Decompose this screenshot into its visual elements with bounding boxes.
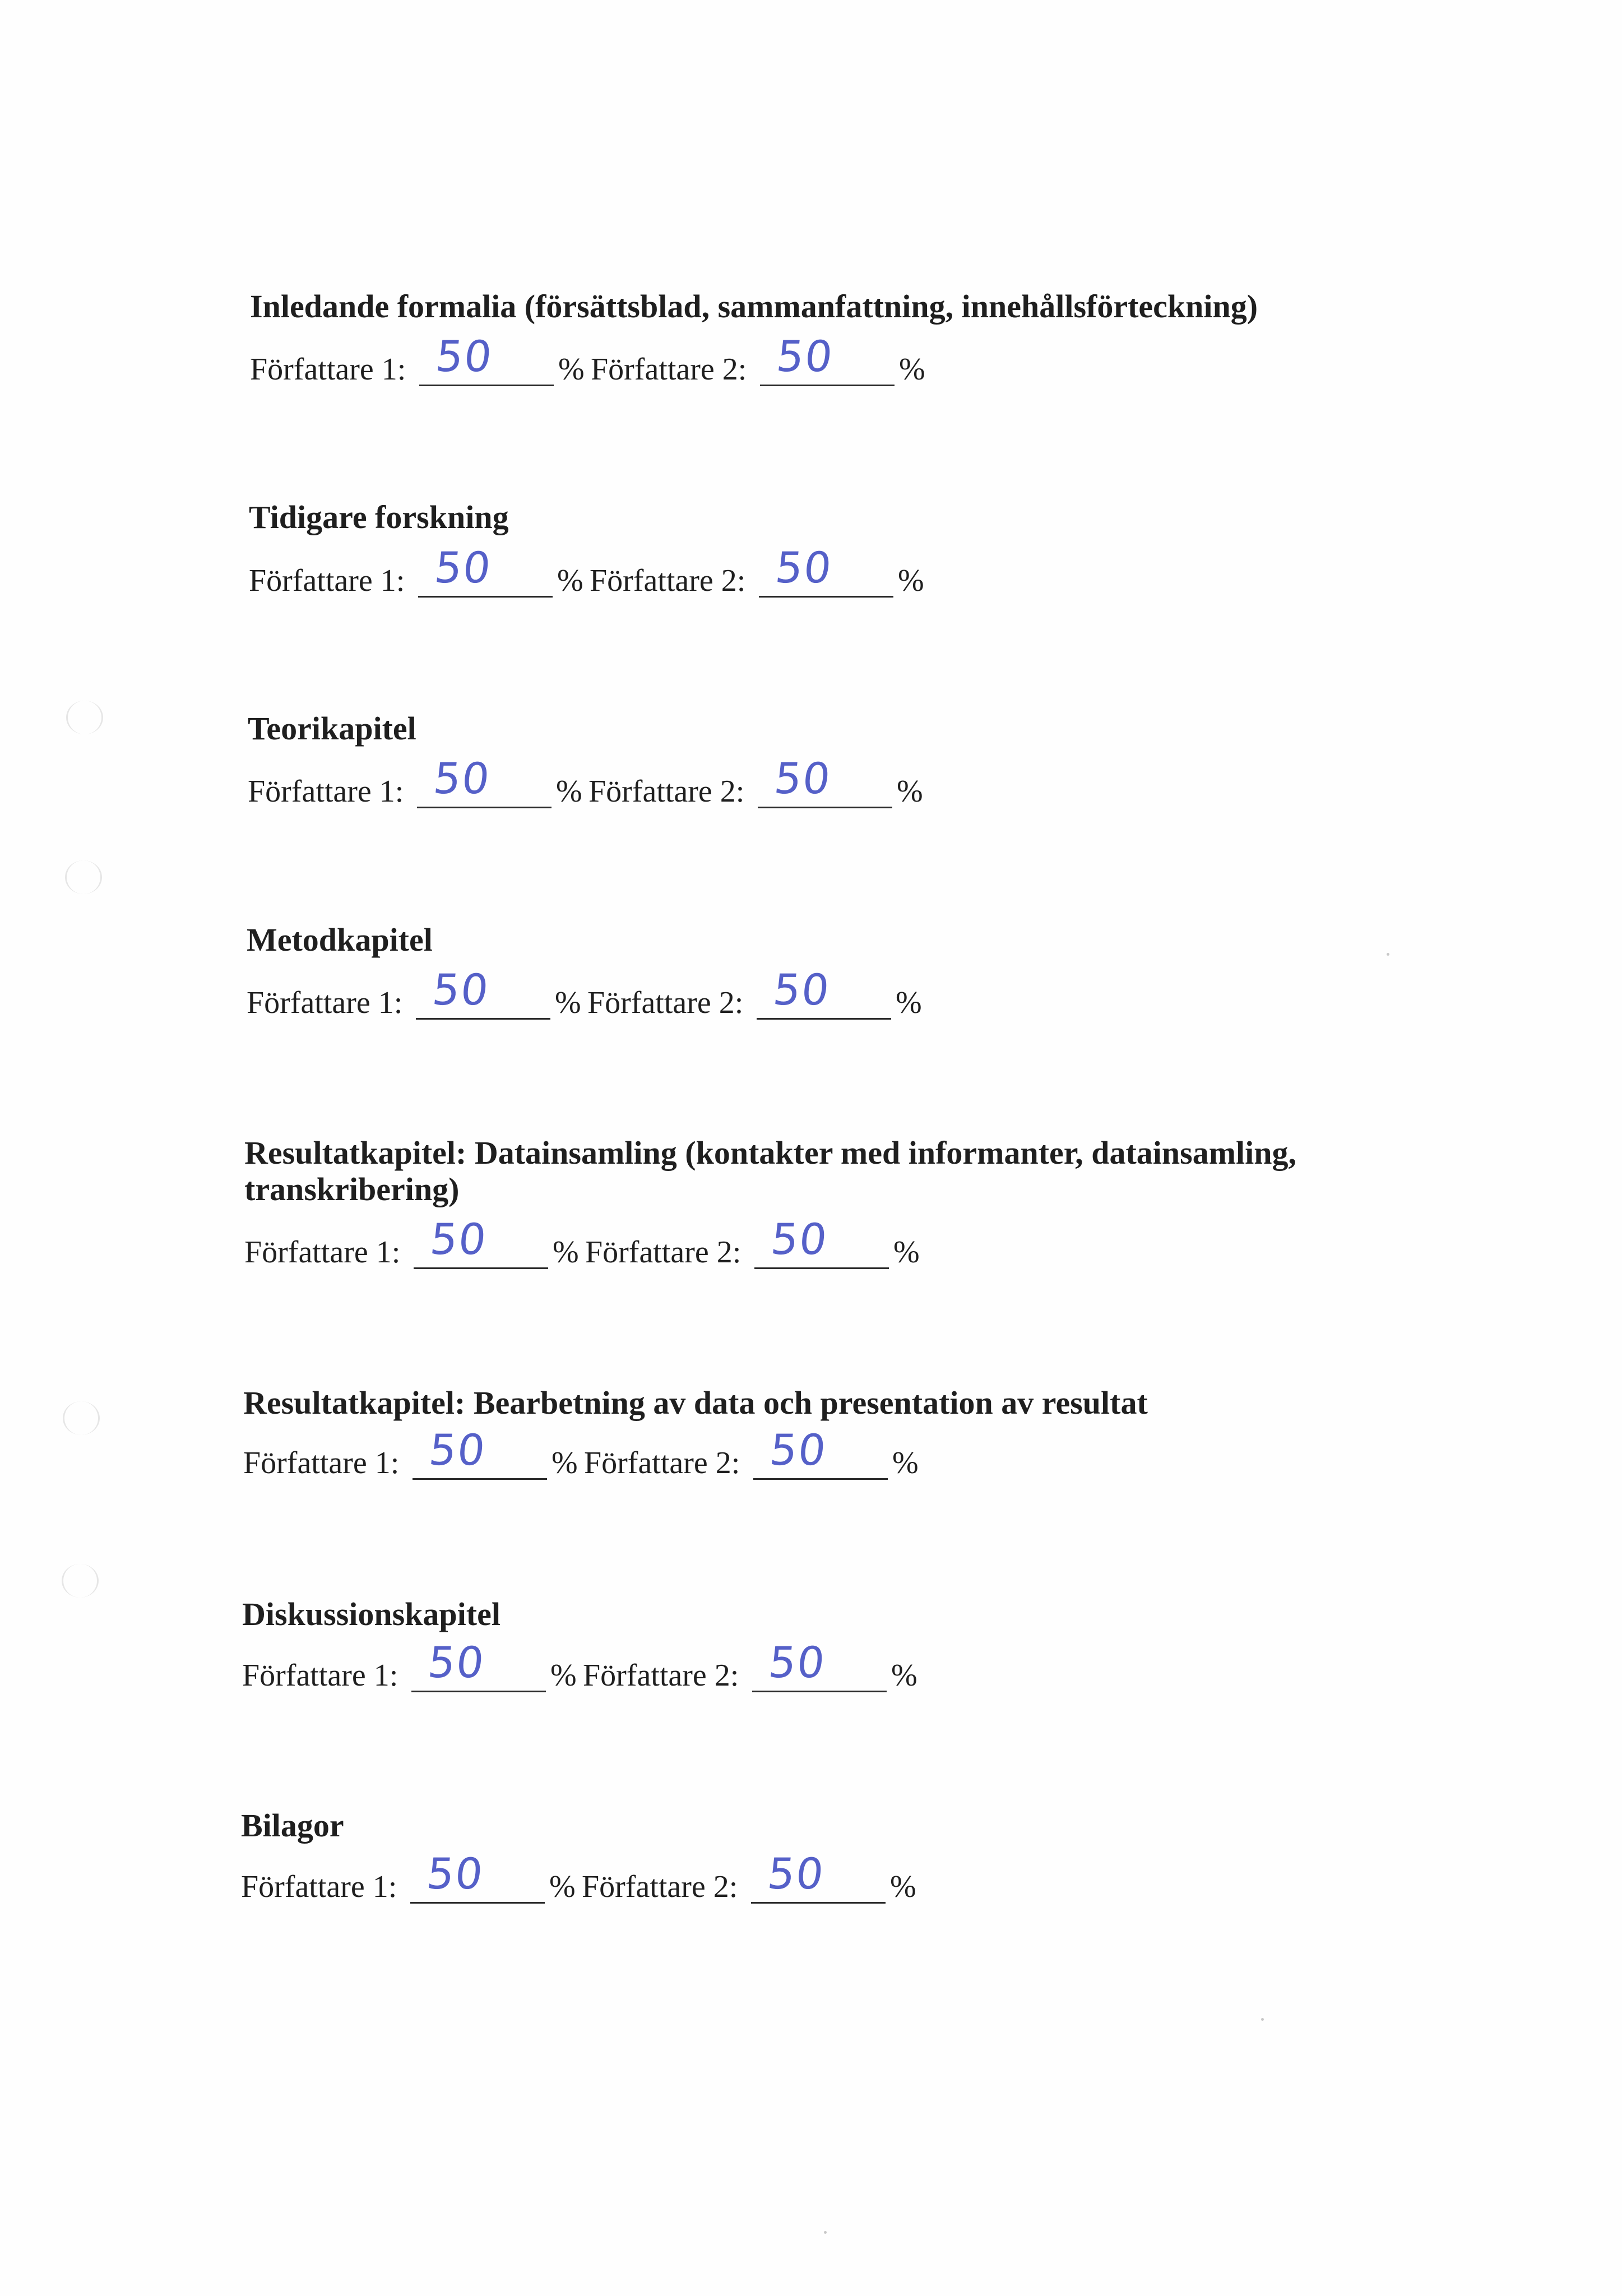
percent-sign: % — [552, 1446, 578, 1480]
author1-value: 50 — [428, 1214, 490, 1264]
author2-field[interactable] — [751, 1846, 886, 1904]
percent-sign: % — [558, 352, 585, 387]
author1-field[interactable] — [410, 1846, 545, 1904]
author2-label: Författare 2: — [585, 1235, 742, 1270]
author1-label: Författare 1: — [249, 563, 405, 598]
author1-value: 50 — [433, 331, 495, 381]
author1-field[interactable] — [414, 1211, 548, 1269]
author2-value: 50 — [768, 1214, 831, 1264]
punch-hole — [65, 860, 102, 894]
author-share-row — [248, 753, 1032, 817]
author2-label: Författare 2: — [582, 1869, 738, 1904]
author1-field[interactable] — [411, 1635, 546, 1692]
author1-value: 50 — [432, 543, 494, 592]
author1-field[interactable] — [418, 540, 553, 598]
percent-sign: % — [898, 563, 924, 598]
percent-sign: % — [893, 1235, 920, 1270]
author2-value: 50 — [767, 1425, 829, 1475]
author-share-row — [247, 965, 1031, 1029]
scan-speck — [1387, 953, 1389, 956]
scan-speck — [824, 2231, 827, 2234]
author1-label: Författare 1: — [248, 774, 404, 809]
percent-sign: % — [890, 1869, 916, 1904]
author-share-row — [249, 543, 1034, 607]
percent-sign: % — [550, 1658, 577, 1693]
author1-value: 50 — [424, 1849, 486, 1899]
section-heading: Resultatkapitel: Datainsamling (kontakter med informanter, datainsamling, — [244, 1135, 1297, 1171]
punch-hole — [66, 701, 103, 734]
author2-field[interactable] — [752, 1635, 887, 1692]
percent-sign: % — [891, 1658, 917, 1693]
punch-hole — [63, 1401, 100, 1435]
section-heading: Teorikapitel — [248, 710, 416, 747]
section-heading: Diskussionskapitel — [242, 1596, 500, 1632]
author1-field[interactable] — [419, 328, 554, 386]
section-heading: Metodkapitel — [247, 922, 433, 958]
percent-sign: % — [549, 1869, 576, 1904]
author2-label: Författare 2: — [587, 985, 744, 1020]
author2-field[interactable] — [759, 540, 893, 598]
section-heading: Inledande formalia (försättsblad, sammanfattning, innehållsförteckning) — [250, 288, 1258, 325]
section-heading: Tidigare forskning — [249, 499, 509, 535]
author1-label: Författare 1: — [242, 1658, 398, 1693]
scan-speck — [1261, 2018, 1264, 2021]
author2-field[interactable] — [760, 328, 895, 386]
author1-value: 50 — [427, 1425, 489, 1475]
author2-label: Författare 2: — [590, 563, 746, 598]
author1-label: Författare 1: — [250, 352, 406, 387]
author2-field[interactable] — [754, 1211, 889, 1269]
author1-value: 50 — [425, 1637, 488, 1687]
percent-sign: % — [897, 774, 923, 809]
author-share-row — [242, 1637, 1027, 1701]
author2-value: 50 — [774, 331, 836, 381]
author1-field[interactable] — [416, 962, 550, 1020]
percent-sign: % — [899, 352, 925, 387]
section-heading: Resultatkapitel: Bearbetning av data och presentation av resultat — [243, 1385, 1148, 1421]
author1-label: Författare 1: — [244, 1235, 401, 1270]
author2-value: 50 — [773, 543, 835, 592]
author2-value: 50 — [772, 753, 834, 803]
percent-sign: % — [553, 1235, 579, 1270]
author1-field[interactable] — [417, 751, 552, 808]
author1-field[interactable] — [413, 1422, 547, 1480]
author1-value: 50 — [431, 753, 493, 803]
author-share-row — [243, 1425, 1028, 1489]
section-heading: Bilagor — [241, 1807, 344, 1844]
author2-field[interactable] — [757, 962, 891, 1020]
author-share-row — [250, 331, 1035, 395]
percent-sign: % — [556, 774, 582, 809]
author2-field[interactable] — [753, 1422, 888, 1480]
author2-value: 50 — [766, 1637, 828, 1687]
percent-sign: % — [557, 563, 583, 598]
percent-sign: % — [892, 1446, 919, 1480]
percent-sign: % — [555, 985, 581, 1020]
author2-value: 50 — [765, 1849, 827, 1899]
punch-hole — [62, 1564, 99, 1598]
author1-label: Författare 1: — [241, 1869, 397, 1904]
section-heading-continued: transkribering) — [244, 1171, 460, 1207]
author2-label: Författare 2: — [588, 774, 745, 809]
author2-label: Författare 2: — [584, 1446, 740, 1480]
author2-value: 50 — [771, 965, 833, 1015]
author-share-row — [244, 1214, 1029, 1278]
author1-value: 50 — [430, 965, 492, 1015]
author2-label: Författare 2: — [583, 1658, 739, 1693]
percent-sign: % — [896, 985, 922, 1020]
author2-label: Författare 2: — [591, 352, 747, 387]
author1-label: Författare 1: — [247, 985, 403, 1020]
author-share-row — [241, 1849, 1026, 1913]
author1-label: Författare 1: — [243, 1446, 400, 1480]
author2-field[interactable] — [758, 751, 892, 808]
